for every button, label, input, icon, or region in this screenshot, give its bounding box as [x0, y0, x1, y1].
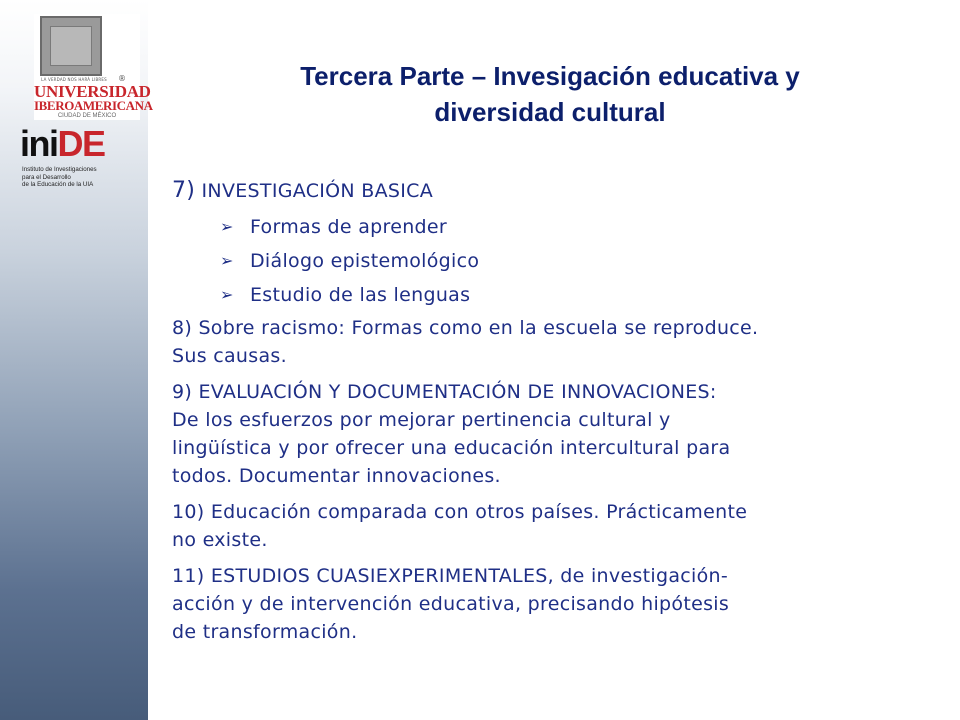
bullet-item: ➢ Estudio de las lenguas — [220, 278, 912, 312]
slide-title: Tercera Parte – Invesigación educativa y diversidad cultural — [300, 61, 800, 127]
arrow-bullet-icon: ➢ — [220, 251, 234, 270]
section-7-bullets — [172, 210, 912, 312]
inide-wordmark: iniDE — [20, 123, 105, 164]
inide-logo — [16, 124, 116, 194]
inide-subtitle: Instituto de Investigaciones para el Desarrollo de la Educación de la UIA — [22, 166, 97, 189]
uia-name-line1: UNIVERSIDAD — [34, 82, 151, 101]
slide-body — [172, 176, 912, 646]
uia-name-line2: IBEROAMERICANA — [34, 98, 153, 113]
arrow-bullet-icon: ➢ — [220, 217, 234, 236]
uia-motto: LA VERDAD NOS HARÁ LIBRES — [41, 77, 107, 82]
item-11: 11) ESTUDIOS CUASIEXPERIMENTALES, de investigación- acción y de intervención educativa, precisando hipótesis de transformación. — [172, 565, 730, 643]
bullet-item: ➢ Diálogo epistemológico — [220, 244, 912, 278]
arrow-bullet-icon: ➢ — [220, 285, 234, 304]
uia-seal-icon — [40, 16, 102, 76]
bullet-item: ➢ Formas de aprender — [220, 210, 912, 244]
item-10: 10) Educación comparada con otros países. Prácticamente no existe. — [172, 501, 748, 551]
registered-mark: ® — [118, 74, 126, 83]
uia-logo — [34, 14, 153, 120]
section-7-heading: 7) INVESTIGACIÓN BASICA — [172, 178, 434, 203]
item-8: 8) Sobre racismo: Formas como en la escuela se reproduce. Sus causas. — [172, 317, 759, 367]
uia-city: CIUDAD DE MÉXICO — [57, 113, 117, 119]
item-9: 9) EVALUACIÓN Y DOCUMENTACIÓN DE INNOVACIONES: De los esfuerzos por mejorar pertinencia cultural y lingüística y por ofrecer una educación intercultural para todos. Documentar innovaciones. — [172, 381, 731, 487]
